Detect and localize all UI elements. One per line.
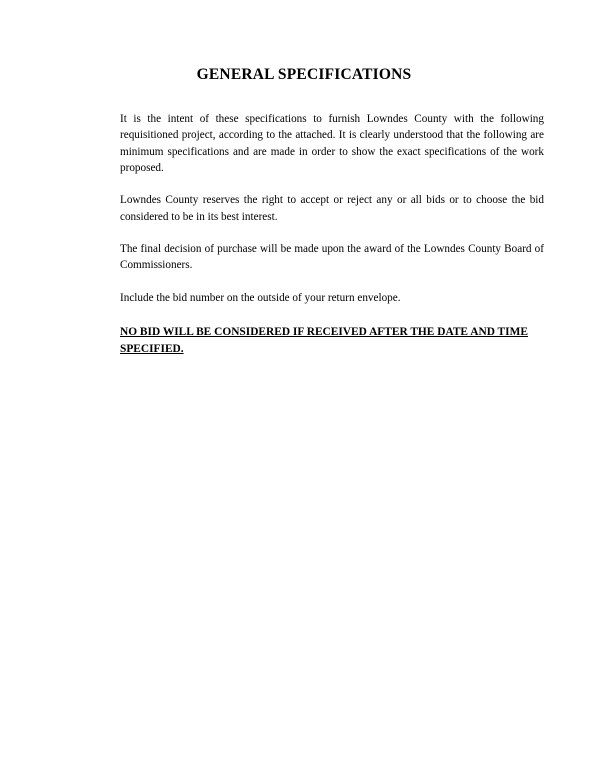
paragraph-bid-rights: Lowndes County reserves the right to accept or reject any or all bids or to choose the bid considered to be in its best interest. [120,194,544,223]
paragraph-bid-number: Include the bid number on the outside of your return envelope. [120,291,401,304]
paragraph-intent: It is the intent of these specifications to furnish Lowndes County with the following requisitioned project, according to the attached. It is clearly understood that the following are minimum specifications and are made in order to show the exact specifications of the work proposed. [120,113,544,175]
paragraph-final-decision: The final decision of purchase will be made upon the award of the Lowndes County Board of Commissioners. [120,243,544,272]
notice-late-bids: NO BID WILL BE CONSIDERED IF RECEIVED AFTER THE DATE AND TIME SPECIFIED. [120,326,528,355]
document-body [56,111,544,357]
page-title: GENERAL SPECIFICATIONS [196,66,412,83]
